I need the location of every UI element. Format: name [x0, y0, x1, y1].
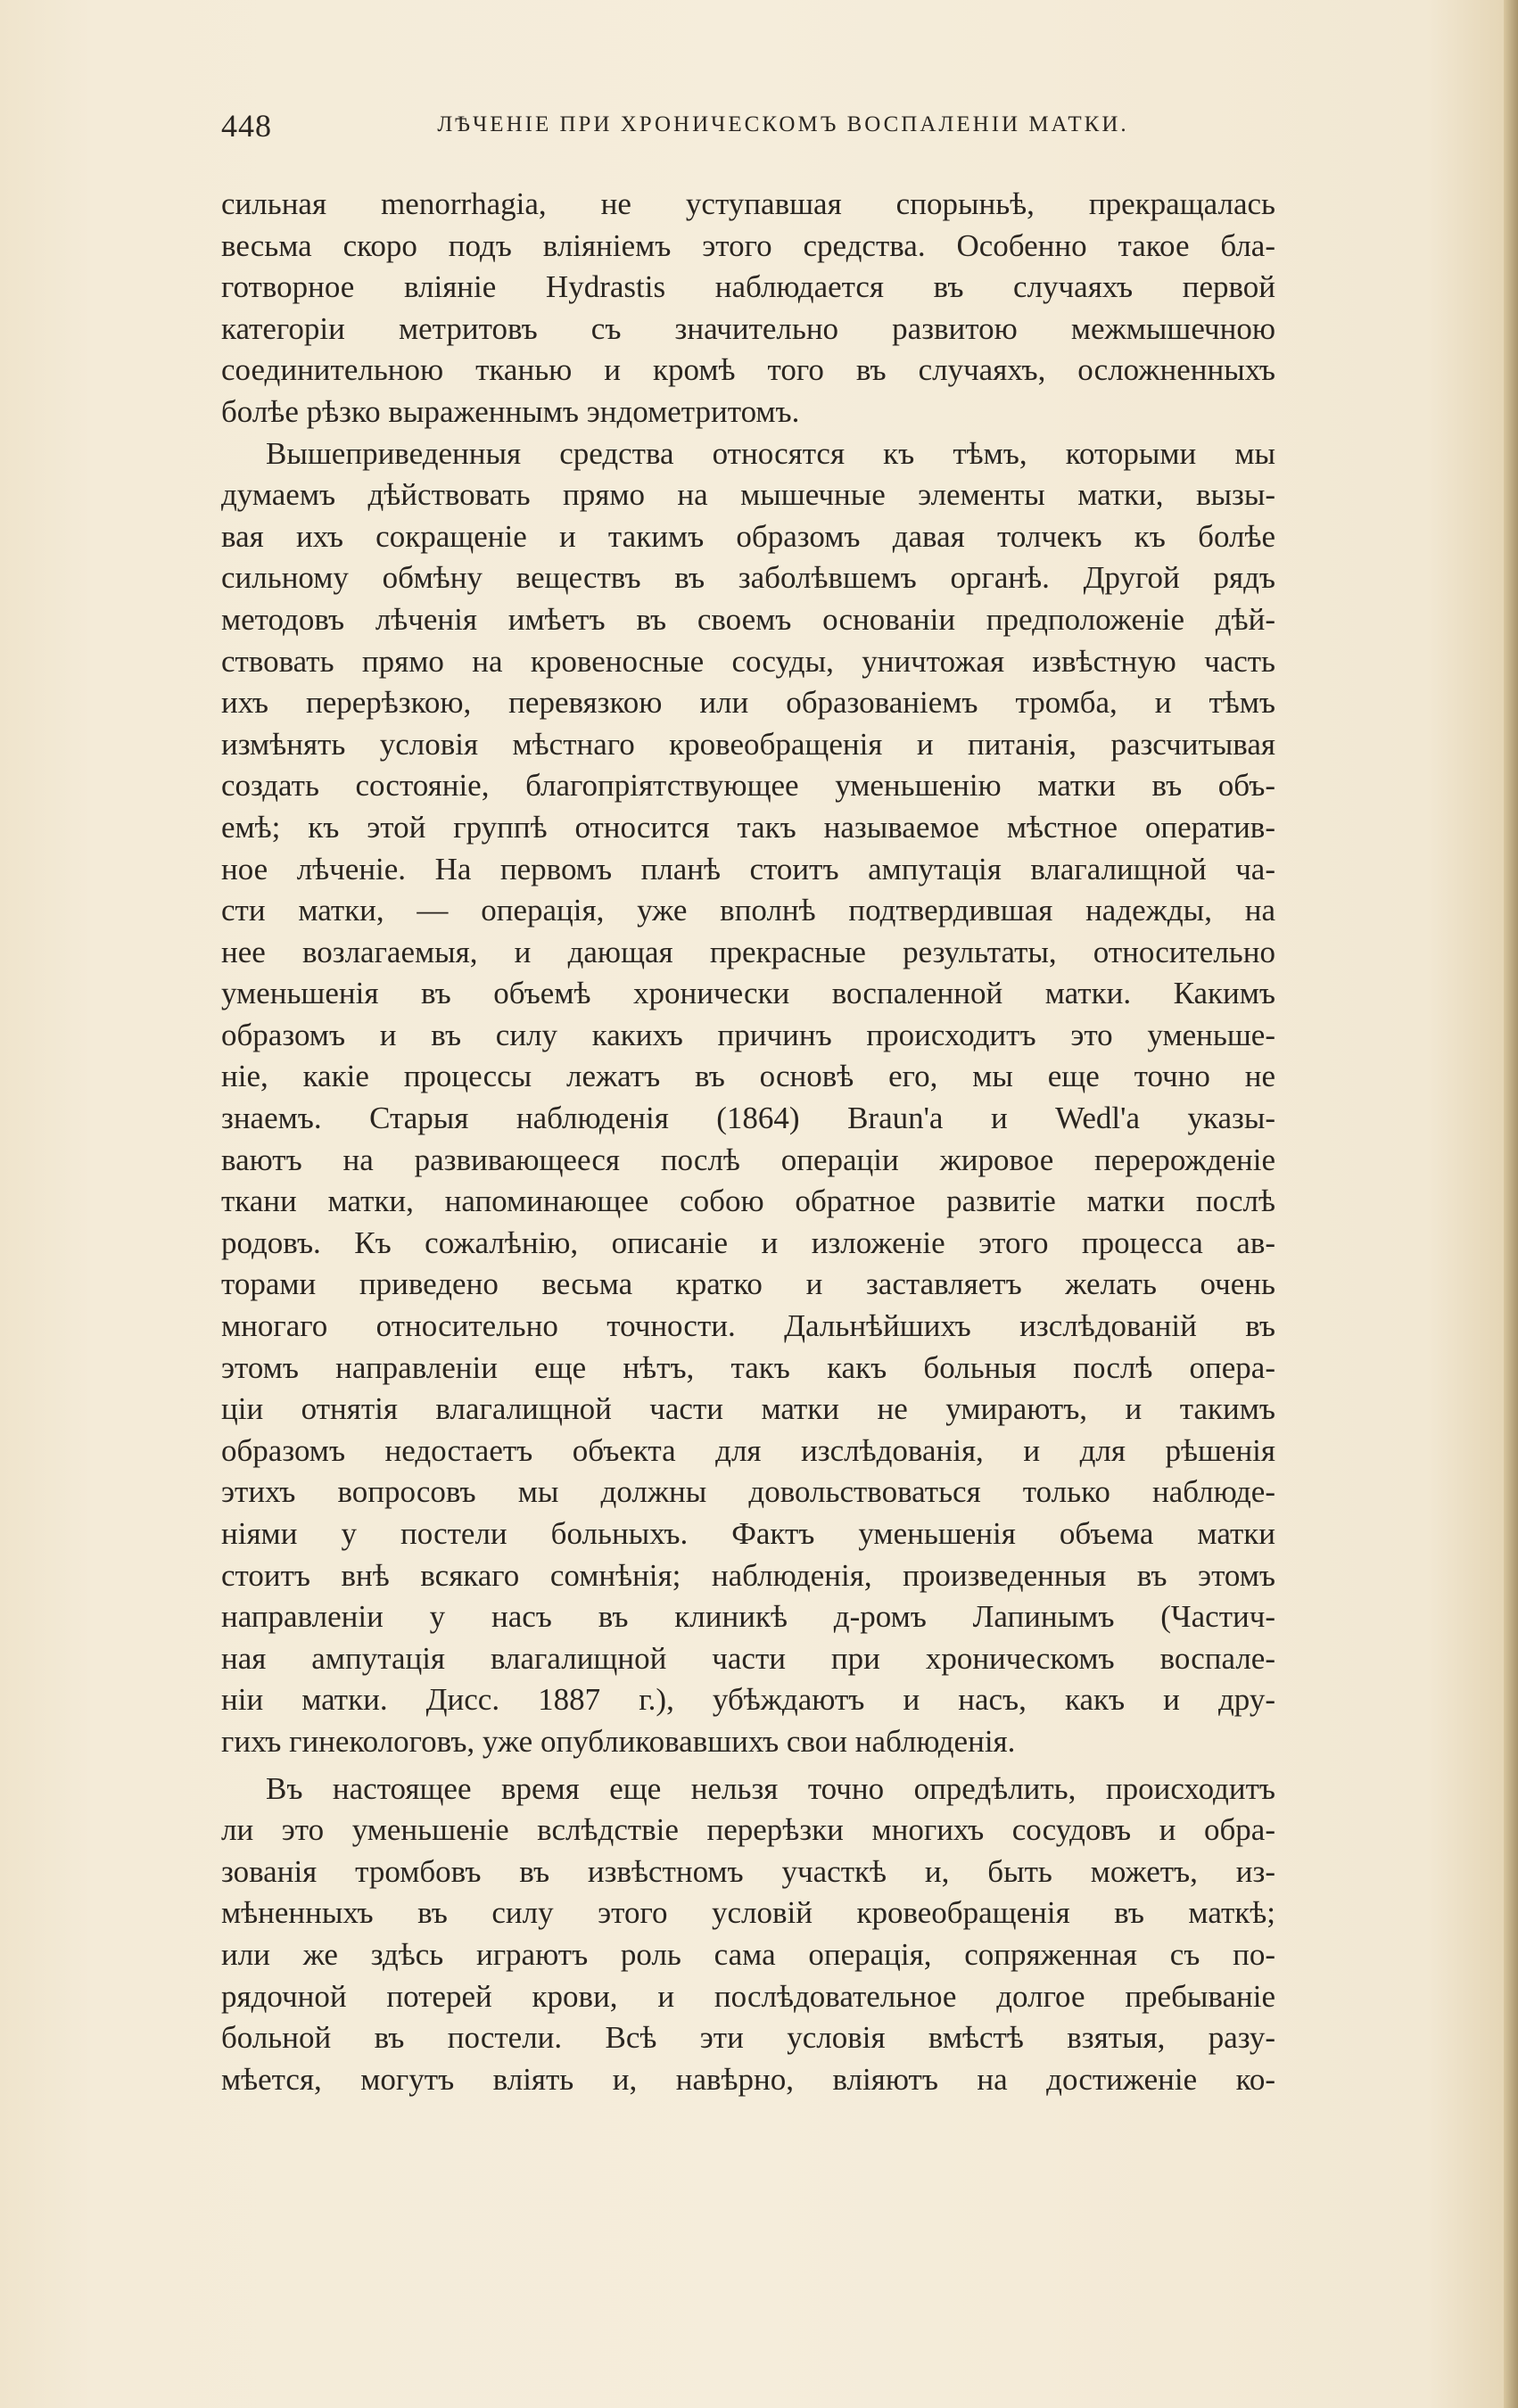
- text-line: соединительною тканью и кромѣ того въ случаяхъ, осложненныхъ: [221, 352, 1275, 388]
- text-line: ная ампутація влагалищной части при хроническомъ воспале-: [221, 1640, 1275, 1676]
- text-line: больной въ постели. Всѣ эти условія вмѣстѣ взятыя, разу-: [221, 2020, 1275, 2056]
- text-line: направленіи у насъ въ клиникѣ д-ромъ Лапинымъ (Частич-: [221, 1599, 1275, 1635]
- text-line: сильная menorrhagia, не уступавшая спорыньѣ, прекращалась: [221, 186, 1275, 221]
- text-line: уменьшенія въ объемѣ хронически воспаленной матки. Какимъ: [221, 976, 1275, 1011]
- text-line: создать состояніе, благопріятствующее уменьшенію матки въ объ-: [221, 768, 1275, 804]
- text-line: ніями у постели больныхъ. Фактъ уменьшенія объема матки: [221, 1516, 1275, 1551]
- text-line: ніи матки. Дисс. 1887 г.), убѣждаютъ и насъ, какъ и дру-: [221, 1682, 1275, 1718]
- text-line: стоитъ внѣ всякаго сомнѣнія; наблюденія, произведенныя въ этомъ: [221, 1557, 1275, 1593]
- text-line: категоріи метритовъ съ значительно развитою межмышечною: [221, 310, 1275, 346]
- text-line: многаго относительно точности. Дальнѣйшихъ изслѣдованій въ: [221, 1308, 1275, 1344]
- text-line: этихъ вопросовъ мы должны довольствоваться только наблюде-: [221, 1474, 1275, 1510]
- text-line: ихъ перерѣзкою, перевязкою или образованіемъ тромба, и тѣмъ: [221, 685, 1275, 721]
- text-line: ствовать прямо на кровеносные сосуды, уничтожая извѣстную часть: [221, 643, 1275, 679]
- text-line: родовъ. Къ сожалѣнію, описаніе и изложеніе этого процесса ав-: [221, 1225, 1275, 1260]
- text-line: измѣнять условія мѣстнаго кровеобращенія и питанія, разсчитывая: [221, 726, 1275, 762]
- text-line: ваютъ на развивающееся послѣ операціи жировое перерожденіе: [221, 1142, 1275, 1177]
- text-line: знаемъ. Старыя наблюденія (1864) Braun'а и Wedl'а указы-: [221, 1101, 1275, 1136]
- text-line: этомъ направленіи еще нѣтъ, такъ какъ больныя послѣ опера-: [221, 1349, 1275, 1385]
- text-line: торами приведено весьма кратко и заставляетъ желать очень: [221, 1266, 1275, 1302]
- text-line: ное лѣченіе. На первомъ планѣ стоитъ ампутація влагалищной ча-: [221, 851, 1275, 887]
- text-line: рядочной потерей крови, и послѣдовательное долгое пребываніе: [221, 1978, 1275, 2014]
- text-line: весьма скоро подъ вліяніемъ этого средства. Особенно такое бла-: [221, 227, 1275, 263]
- text-line: или же здѣсь играютъ роль сама операція, сопряженная съ по-: [221, 1936, 1275, 1972]
- paragraph-start-line: Вышеприведенныя средства относятся къ тѣмъ, которыми мы: [266, 435, 1275, 471]
- text-line: ціи отнятія влагалищной части матки не умираютъ, и такимъ: [221, 1391, 1275, 1427]
- page-number: 448: [221, 108, 272, 144]
- text-line: вая ихъ сокращеніе и такимъ образомъ давая толчекъ къ болѣе: [221, 518, 1275, 554]
- text-line: емѣ; къ этой группѣ относится такъ называемое мѣстное оператив-: [221, 809, 1275, 845]
- text-line: ткани матки, напоминающее собою обратное развитіе матки послѣ: [221, 1183, 1275, 1219]
- paragraph-start-line: Въ настоящее время еще нельзя точно опредѣлить, происходитъ: [266, 1770, 1275, 1806]
- body-text: [221, 184, 1275, 2100]
- running-head: ЛѢЧЕНІЕ ПРИ ХРОНИЧЕСКОМЪ ВОСПАЛЕНІИ МАТКИ.: [437, 112, 1129, 136]
- text-line: зованія тромбовъ въ извѣстномъ участкѣ и, быть можетъ, из-: [221, 1853, 1275, 1889]
- text-line: ніе, какіе процессы лежатъ въ основѣ его, мы еще точно не: [221, 1059, 1275, 1094]
- paragraph-end-line: болѣе рѣзко выраженнымъ эндометритомъ.: [221, 393, 800, 429]
- text-line: ли это уменьшеніе вслѣдствіе перерѣзки многихъ сосудовъ и обра-: [221, 1812, 1275, 1848]
- page-edge-shadow: [1504, 0, 1518, 2408]
- text-line: образомъ и въ силу какихъ причинъ происходитъ это уменьше-: [221, 1017, 1275, 1052]
- text-line: нее возлагаемыя, и дающая прекрасные результаты, относительно: [221, 934, 1275, 969]
- text-line: сти матки, — операція, уже вполнѣ подтвердившая надежды, на: [221, 893, 1275, 928]
- text-line: мѣется, могутъ вліять и, навѣрно, вліяютъ на достиженіе ко-: [221, 2061, 1275, 2097]
- text-line: мѣненныхъ въ силу этого условій кровеобращенія въ маткѣ;: [221, 1895, 1275, 1931]
- text-line: готворное вліяніе Hydrastis наблюдается въ случаяхъ первой: [221, 269, 1275, 305]
- text-line: образомъ недостаетъ объекта для изслѣдованія, и для рѣшенія: [221, 1432, 1275, 1468]
- text-line: думаемъ дѣйствовать прямо на мышечные элементы матки, вызы-: [221, 477, 1275, 513]
- text-line: методовъ лѣченія имѣетъ въ своемъ основаніи предположеніе дѣй-: [221, 601, 1275, 637]
- page-header: [221, 107, 1275, 161]
- text-line: сильному обмѣну веществъ въ заболѣвшемъ органѣ. Другой рядъ: [221, 560, 1275, 596]
- paragraph-end-line: гихъ гинекологовъ, уже опубликовавшихъ свои наблюденія.: [221, 1723, 1016, 1759]
